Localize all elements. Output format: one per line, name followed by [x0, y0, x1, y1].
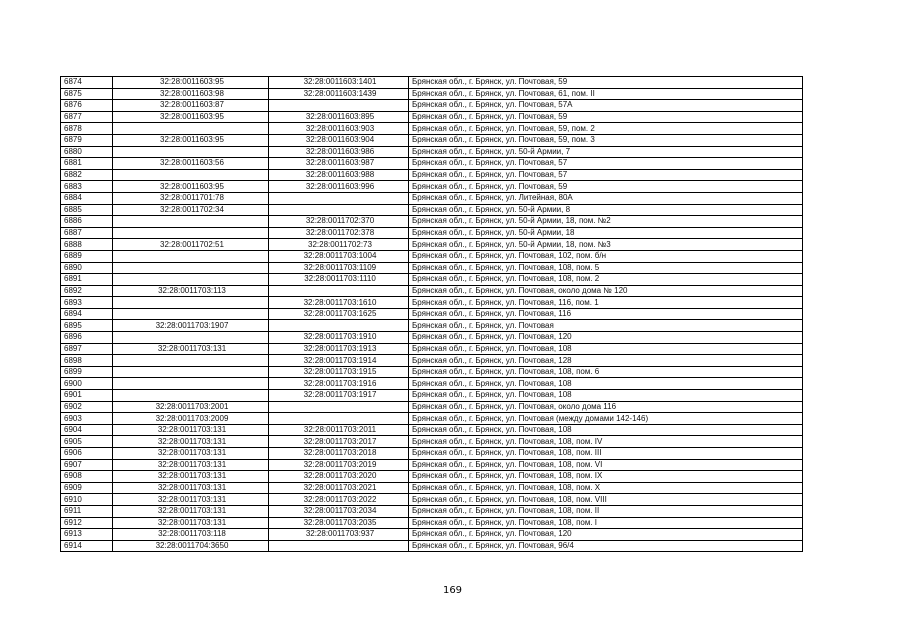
table-row: [61, 378, 803, 390]
table-row: [61, 505, 803, 517]
address-cell: Брянская обл., г. Брянск, ул. Почтовая, около дома № 120: [409, 285, 803, 297]
address-cell: Брянская обл., г. Брянск, ул. Почтовая, 108, пом. VI: [409, 459, 803, 471]
table-row: [61, 88, 803, 100]
address-cell: Брянская обл., г. Брянск, ул. Почтовая, 116: [409, 308, 803, 320]
parent-cadastral-number-cell: 32:28:0011702:34: [113, 204, 269, 216]
table-row: [61, 448, 803, 460]
cadastral-number-cell: 32:28:0011703:2017: [269, 436, 409, 448]
address-cell: Брянская обл., г. Брянск, ул. Почтовая, 108: [409, 390, 803, 402]
row-number-cell: 6914: [61, 540, 113, 552]
parent-cadastral-number-cell: 32:28:0011603:95: [113, 134, 269, 146]
cadastral-number-cell: [269, 320, 409, 332]
row-number-cell: 6905: [61, 436, 113, 448]
row-number-cell: 6887: [61, 227, 113, 239]
row-number-cell: 6888: [61, 239, 113, 251]
parent-cadastral-number-cell: [113, 262, 269, 274]
address-cell: Брянская обл., г. Брянск, ул. 50-й Армии, 18: [409, 227, 803, 239]
row-number-cell: 6897: [61, 343, 113, 355]
row-number-cell: 6877: [61, 111, 113, 123]
parent-cadastral-number-cell: [113, 169, 269, 181]
parent-cadastral-number-cell: [113, 332, 269, 344]
address-cell: Брянская обл., г. Брянск, ул. Почтовая, 108: [409, 378, 803, 390]
row-number-cell: 6882: [61, 169, 113, 181]
table-row: [61, 146, 803, 158]
parent-cadastral-number-cell: 32:28:0011703:131: [113, 505, 269, 517]
table-row: [61, 274, 803, 286]
address-cell: Брянская обл., г. Брянск, ул. Почтовая, 108, пом. IX: [409, 471, 803, 483]
address-cell: Брянская обл., г. Брянск, ул. Почтовая, 108: [409, 424, 803, 436]
row-number-cell: 6886: [61, 216, 113, 228]
table-row: [61, 204, 803, 216]
cadastral-number-cell: 32:28:0011703:1625: [269, 308, 409, 320]
parent-cadastral-number-cell: [113, 123, 269, 135]
parent-cadastral-number-cell: [113, 274, 269, 286]
cadastral-number-cell: 32:28:0011703:2022: [269, 494, 409, 506]
table-row: [61, 343, 803, 355]
table-row: [61, 111, 803, 123]
address-cell: Брянская обл., г. Брянск, ул. 50-й Армии, 18, пом. №2: [409, 216, 803, 228]
parent-cadastral-number-cell: [113, 216, 269, 228]
row-number-cell: 6881: [61, 158, 113, 170]
cadastral-number-cell: 32:28:0011603:988: [269, 169, 409, 181]
cadastral-number-cell: [269, 100, 409, 112]
parent-cadastral-number-cell: [113, 227, 269, 239]
parent-cadastral-number-cell: 32:28:0011703:2009: [113, 413, 269, 425]
table-row: [61, 181, 803, 193]
parent-cadastral-number-cell: [113, 250, 269, 262]
parent-cadastral-number-cell: [113, 390, 269, 402]
address-cell: Брянская обл., г. Брянск, ул. Почтовая, 108, пом. 6: [409, 366, 803, 378]
table-row: [61, 308, 803, 320]
parent-cadastral-number-cell: [113, 308, 269, 320]
row-number-cell: 6903: [61, 413, 113, 425]
table-row: [61, 413, 803, 425]
parent-cadastral-number-cell: 32:28:0011703:131: [113, 471, 269, 483]
parent-cadastral-number-cell: 32:28:0011603:95: [113, 181, 269, 193]
address-cell: Брянская обл., г. Брянск, ул. Почтовая, 59: [409, 181, 803, 193]
parent-cadastral-number-cell: 32:28:0011703:1907: [113, 320, 269, 332]
row-number-cell: 6875: [61, 88, 113, 100]
parent-cadastral-number-cell: 32:28:0011703:131: [113, 517, 269, 529]
address-cell: Брянская обл., г. Брянск, ул. Почтовая, 59, пом. 3: [409, 134, 803, 146]
row-number-cell: 6900: [61, 378, 113, 390]
table-row: [61, 123, 803, 135]
parent-cadastral-number-cell: [113, 366, 269, 378]
address-cell: Брянская обл., г. Брянск, ул. Почтовая, около дома 116: [409, 401, 803, 413]
row-number-cell: 6893: [61, 297, 113, 309]
cadastral-number-cell: 32:28:0011603:1439: [269, 88, 409, 100]
address-cell: Брянская обл., г. Брянск, ул. 50-й Армии, 8: [409, 204, 803, 216]
table-row: [61, 169, 803, 181]
table-row: [61, 216, 803, 228]
parent-cadastral-number-cell: [113, 378, 269, 390]
table-row: [61, 482, 803, 494]
table-row: [61, 320, 803, 332]
cadastral-number-cell: [269, 204, 409, 216]
cadastral-number-cell: 32:28:0011703:2034: [269, 505, 409, 517]
cadastral-number-cell: 32:28:0011702:370: [269, 216, 409, 228]
address-cell: Брянская обл., г. Брянск, ул. Почтовая, 59, пом. 2: [409, 123, 803, 135]
address-cell: Брянская обл., г. Брянск, ул. Почтовая, 102, пом. б/н: [409, 250, 803, 262]
address-cell: Брянская обл., г. Брянск, ул. Почтовая, 108, пом. III: [409, 448, 803, 460]
table-row: [61, 355, 803, 367]
table-row: [61, 239, 803, 251]
address-cell: Брянская обл., г. Брянск, ул. Почтовая, 57А: [409, 100, 803, 112]
cadastral-number-cell: 32:28:0011703:2020: [269, 471, 409, 483]
cadastral-number-cell: [269, 192, 409, 204]
cadastral-number-cell: [269, 540, 409, 552]
row-number-cell: 6907: [61, 459, 113, 471]
table-row: [61, 262, 803, 274]
cadastral-number-cell: 32:28:0011703:1109: [269, 262, 409, 274]
parent-cadastral-number-cell: 32:28:0011703:131: [113, 436, 269, 448]
address-cell: Брянская обл., г. Брянск, ул. Почтовая, 57: [409, 158, 803, 170]
cadastral-number-cell: 32:28:0011703:2035: [269, 517, 409, 529]
row-number-cell: 6896: [61, 332, 113, 344]
table-row: [61, 366, 803, 378]
row-number-cell: 6909: [61, 482, 113, 494]
row-number-cell: 6911: [61, 505, 113, 517]
cadastral-number-cell: 32:28:0011703:1910: [269, 332, 409, 344]
address-cell: Брянская обл., г. Брянск, ул. Почтовая, 120: [409, 529, 803, 541]
table-row: [61, 436, 803, 448]
row-number-cell: 6891: [61, 274, 113, 286]
row-number-cell: 6899: [61, 366, 113, 378]
registry-table: [60, 76, 803, 552]
address-cell: Брянская обл., г. Брянск, ул. Литейная, 80А: [409, 192, 803, 204]
address-cell: Брянская обл., г. Брянск, ул. Почтовая, 108, пом. X: [409, 482, 803, 494]
cadastral-number-cell: 32:28:0011603:1401: [269, 77, 409, 89]
parent-cadastral-number-cell: 32:28:0011703:131: [113, 448, 269, 460]
address-cell: Брянская обл., г. Брянск, ул. Почтовая, 61, пом. II: [409, 88, 803, 100]
row-number-cell: 6876: [61, 100, 113, 112]
cadastral-number-cell: [269, 285, 409, 297]
table-row: [61, 158, 803, 170]
row-number-cell: 6904: [61, 424, 113, 436]
cadastral-number-cell: 32:28:0011703:1004: [269, 250, 409, 262]
row-number-cell: 6902: [61, 401, 113, 413]
parent-cadastral-number-cell: 32:28:0011702:51: [113, 239, 269, 251]
cadastral-number-cell: 32:28:0011702:73: [269, 239, 409, 251]
cadastral-number-cell: [269, 401, 409, 413]
row-number-cell: 6884: [61, 192, 113, 204]
row-number-cell: 6898: [61, 355, 113, 367]
table-row: [61, 540, 803, 552]
address-cell: Брянская обл., г. Брянск, ул. Почтовая, 116, пом. 1: [409, 297, 803, 309]
parent-cadastral-number-cell: 32:28:0011703:131: [113, 494, 269, 506]
cadastral-number-cell: 32:28:0011702:378: [269, 227, 409, 239]
cadastral-number-cell: 32:28:0011603:895: [269, 111, 409, 123]
parent-cadastral-number-cell: [113, 146, 269, 158]
page-number: 169: [442, 585, 463, 596]
parent-cadastral-number-cell: 32:28:0011703:131: [113, 459, 269, 471]
table-row: [61, 471, 803, 483]
row-number-cell: 6906: [61, 448, 113, 460]
row-number-cell: 6913: [61, 529, 113, 541]
row-number-cell: 6894: [61, 308, 113, 320]
table-row: [61, 529, 803, 541]
parent-cadastral-number-cell: 32:28:0011703:113: [113, 285, 269, 297]
table-row: [61, 134, 803, 146]
parent-cadastral-number-cell: 32:28:0011703:131: [113, 343, 269, 355]
row-number-cell: 6878: [61, 123, 113, 135]
cadastral-number-cell: 32:28:0011703:1914: [269, 355, 409, 367]
address-cell: Брянская обл., г. Брянск, ул. Почтовая, 96/4: [409, 540, 803, 552]
table-row: [61, 77, 803, 89]
address-cell: Брянская обл., г. Брянск, ул. Почтовая, 108, пом. 5: [409, 262, 803, 274]
address-cell: Брянская обл., г. Брянск, ул. Почтовая, 128: [409, 355, 803, 367]
row-number-cell: 6910: [61, 494, 113, 506]
cadastral-number-cell: 32:28:0011603:987: [269, 158, 409, 170]
row-number-cell: 6892: [61, 285, 113, 297]
parent-cadastral-number-cell: 32:28:0011704:3650: [113, 540, 269, 552]
cadastral-number-cell: 32:28:0011703:2018: [269, 448, 409, 460]
parent-cadastral-number-cell: 32:28:0011603:87: [113, 100, 269, 112]
row-number-cell: 6908: [61, 471, 113, 483]
address-cell: Брянская обл., г. Брянск, ул. Почтовая, 120: [409, 332, 803, 344]
table-row: [61, 285, 803, 297]
cadastral-number-cell: 32:28:0011703:937: [269, 529, 409, 541]
table-row: [61, 494, 803, 506]
parent-cadastral-number-cell: [113, 355, 269, 367]
table-row: [61, 100, 803, 112]
cadastral-number-cell: 32:28:0011603:996: [269, 181, 409, 193]
address-cell: Брянская обл., г. Брянск, ул. 50-й Армии, 7: [409, 146, 803, 158]
parent-cadastral-number-cell: 32:28:0011603:56: [113, 158, 269, 170]
row-number-cell: 6885: [61, 204, 113, 216]
parent-cadastral-number-cell: [113, 297, 269, 309]
table-row: [61, 297, 803, 309]
cadastral-number-cell: 32:28:0011703:2019: [269, 459, 409, 471]
parent-cadastral-number-cell: 32:28:0011703:131: [113, 482, 269, 494]
cadastral-number-cell: 32:28:0011603:904: [269, 134, 409, 146]
address-cell: Брянская обл., г. Брянск, ул. Почтовая, 108, пом. IV: [409, 436, 803, 448]
table-row: [61, 390, 803, 402]
address-cell: Брянская обл., г. Брянск, ул. Почтовая, 108: [409, 343, 803, 355]
cadastral-number-cell: [269, 413, 409, 425]
address-cell: Брянская обл., г. Брянск, ул. Почтовая, 108, пом. VIII: [409, 494, 803, 506]
cadastral-number-cell: 32:28:0011703:1915: [269, 366, 409, 378]
parent-cadastral-number-cell: 32:28:0011603:98: [113, 88, 269, 100]
address-cell: Брянская обл., г. Брянск, ул. Почтовая, 59: [409, 77, 803, 89]
parent-cadastral-number-cell: 32:28:0011603:95: [113, 111, 269, 123]
registry-table-body: [61, 77, 803, 552]
row-number-cell: 6883: [61, 181, 113, 193]
row-number-cell: 6901: [61, 390, 113, 402]
address-cell: Брянская обл., г. Брянск, ул. 50-й Армии, 18, пом. №3: [409, 239, 803, 251]
row-number-cell: 6879: [61, 134, 113, 146]
address-cell: Брянская обл., г. Брянск, ул. Почтовая, 108, пом. I: [409, 517, 803, 529]
cadastral-number-cell: 32:28:0011603:986: [269, 146, 409, 158]
parent-cadastral-number-cell: 32:28:0011603:95: [113, 77, 269, 89]
row-number-cell: 6874: [61, 77, 113, 89]
table-row: [61, 459, 803, 471]
address-cell: Брянская обл., г. Брянск, ул. Почтовая, 57: [409, 169, 803, 181]
cadastral-number-cell: 32:28:0011703:1917: [269, 390, 409, 402]
table-row: [61, 401, 803, 413]
parent-cadastral-number-cell: 32:28:0011703:118: [113, 529, 269, 541]
row-number-cell: 6880: [61, 146, 113, 158]
address-cell: Брянская обл., г. Брянск, ул. Почтовая: [409, 320, 803, 332]
address-cell: Брянская обл., г. Брянск, ул. Почтовая (между домами 142-146): [409, 413, 803, 425]
row-number-cell: 6895: [61, 320, 113, 332]
address-cell: Брянская обл., г. Брянск, ул. Почтовая, 108, пом. II: [409, 505, 803, 517]
parent-cadastral-number-cell: 32:28:0011701:78: [113, 192, 269, 204]
table-row: [61, 332, 803, 344]
row-number-cell: 6889: [61, 250, 113, 262]
table-row: [61, 424, 803, 436]
cadastral-number-cell: 32:28:0011703:1110: [269, 274, 409, 286]
parent-cadastral-number-cell: 32:28:0011703:131: [113, 424, 269, 436]
table-row: [61, 517, 803, 529]
cadastral-number-cell: 32:28:0011703:1913: [269, 343, 409, 355]
cadastral-number-cell: 32:28:0011703:2021: [269, 482, 409, 494]
row-number-cell: 6890: [61, 262, 113, 274]
table-row: [61, 250, 803, 262]
address-cell: Брянская обл., г. Брянск, ул. Почтовая, 108, пом. 2: [409, 274, 803, 286]
parent-cadastral-number-cell: 32:28:0011703:2001: [113, 401, 269, 413]
table-row: [61, 227, 803, 239]
cadastral-number-cell: 32:28:0011603:903: [269, 123, 409, 135]
cadastral-number-cell: 32:28:0011703:2011: [269, 424, 409, 436]
address-cell: Брянская обл., г. Брянск, ул. Почтовая, 59: [409, 111, 803, 123]
cadastral-number-cell: 32:28:0011703:1916: [269, 378, 409, 390]
cadastral-number-cell: 32:28:0011703:1610: [269, 297, 409, 309]
table-row: [61, 192, 803, 204]
row-number-cell: 6912: [61, 517, 113, 529]
